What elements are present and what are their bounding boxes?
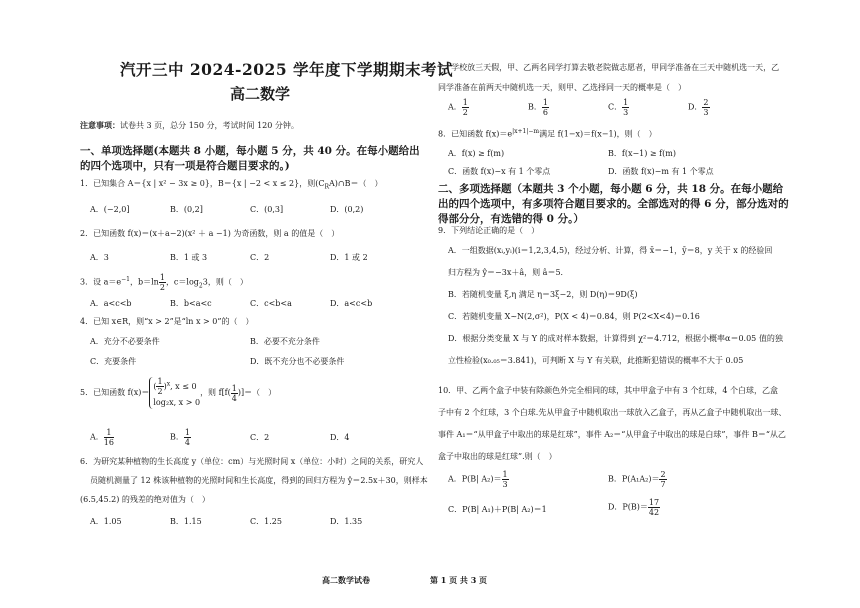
q9-options [448, 240, 783, 372]
q6-line-2: 员随机测量了 12 株该种植物的光照时间和生长高度，得到的回归方程为 ŷ＝2.5x＋30，则样本 [90, 476, 428, 485]
footer-subject: 高二数学试卷 [322, 575, 370, 585]
q5-option-b: B． $\frac{1}{4}$ [170, 428, 190, 447]
q7-b-label: B． [528, 102, 542, 112]
q3-option-b: B．b<a<c [170, 299, 212, 308]
q1-option-d: D．(0,2) [330, 205, 364, 214]
q1-stem-end: A)∩B＝（ ） [328, 179, 383, 188]
q8-option-c: C．函数 f(x)−x 有 1 个零点 [448, 167, 551, 176]
q2-option-a: A．3 [90, 253, 109, 262]
q6-option-b: B．1.15 [170, 517, 202, 526]
q7-option-d: D． $\frac{2}{3}$ [688, 98, 709, 117]
q7-option-c: C． $\frac{1}{3}$ [608, 98, 629, 117]
q9-option-c: C．若随机变量 X~N(2,σ²)，P(X < 4)＝0.84，则 P(2<X<4)＝0.16 [448, 312, 700, 321]
q5-piecewise: ( $\frac{1}{2}$ )$^x$, x ≤ 0 log₂x, x > 0 [149, 377, 200, 409]
question-9-stem: 9．下列结论正确的是（ ） [438, 226, 540, 235]
q2-option-c: C．2 [250, 253, 270, 262]
q4-option-b: B．必要不充分条件 [250, 337, 320, 346]
q10-b-label: B．P(A₁A₂)＝ [608, 474, 660, 484]
q8-stem-text: 8．已知函数 f(x)＝e [438, 129, 513, 139]
q10-option-a: A．P(B| A₂)＝ $\frac{1}{3}$ [448, 470, 508, 489]
q4-option-c: C．充要条件 [90, 357, 137, 366]
q6-line-1: 6．为研究某种植物的生长高度 y（单位：cm）与光照时间 x（单位：小时）之间的关系，研究人 [80, 457, 424, 466]
q5-option-c: C．2 [250, 433, 270, 442]
q9-option-d-line2: 立性检验(x₀.₀₅＝3.841)，可判断 X 与 Y 有关联，此推断犯错误的概率不大于 0.05 [448, 356, 744, 365]
q5-b-label: B． [170, 432, 184, 442]
q10-line-4: 盒子中取出的球是红球”.则（ ） [438, 452, 557, 461]
q10-line-1: 10．甲、乙两个盒子中装有除颜色外完全相同的球，其中甲盒子中有 3 个红球，4 个白球，乙盒 [438, 386, 778, 395]
notice [80, 120, 299, 131]
q7-line-1: 7．学校放三天假，甲、乙两名同学打算去敬老院做志愿者，甲同学准备在三天中随机选一天，乙 [438, 63, 780, 72]
question-3-stem: 3．设 $a=e^{-1}$，b＝ln $\frac{1}{2}$ ，$c=\log_23$，则（ ） [80, 273, 248, 293]
question-10-stem [438, 380, 786, 468]
q8-option-b: B．f(x−1) ≥ f(m) [608, 149, 676, 158]
q2-option-d: D．1 或 2 [330, 253, 368, 262]
q10-line-3: 事件 A₁＝“从甲盒子中取出的球是红球”，事件 A₂＝“从甲盒子中取出的球是白球”，事件 B＝“从乙 [438, 430, 786, 439]
q4-option-a: A．充分不必要条件 [90, 337, 160, 346]
q4-option-d: D．既不充分也不必要条件 [250, 357, 345, 366]
q10-option-c: C．P(B| A₁)＋P(B| A₂)＝1 [448, 505, 547, 514]
q10-a-label: A．P(B| A₂)＝ [448, 474, 502, 484]
section-multiple-choice: 二、多项选择题（本题共 3 个小题，每小题 6 分，共 18 分。在每小题给出的四个选项中，有多项符合题目要求的。全部选对的得 6 分，部分选对的得部分分，有选错的得 0 分。） [438, 183, 789, 225]
q7-c-label: C． [608, 102, 623, 112]
q1-stem-text: 1．已知集合 A＝{x | x² − 3x ≥ 0}，B＝{x | −2 < x ≤ 2}，则(C [80, 179, 325, 188]
q3-fraction: $\frac{1}{2}$ [159, 273, 165, 293]
q9-option-d-line1: D．根据分类变量 X 与 Y 的成对样本数据，计算得到 χ²＝4.712，根据小概率α＝0.05 值的独 [448, 334, 783, 343]
question-8-stem: 8．已知函数 $f(x)=e^{|x+1|-m}$满足 f(1−x)＝f(x−1)，则（ ） [438, 128, 657, 139]
q10-line-2: 子中有 2 个红球，3 个白球.先从甲盒子中随机取出一球放入乙盒子，再从乙盒子中随机取出一球、 [438, 408, 787, 417]
q7-option-a: A． $\frac{1}{2}$ [448, 98, 468, 117]
question-6-stem [80, 452, 428, 509]
q6-option-c: C．1.25 [250, 517, 282, 526]
q6-option-a: A．1.05 [90, 517, 122, 526]
q8-stem-end: 满足 f(1−x)＝f(x−1)，则（ ） [539, 129, 657, 139]
q6-line-3: (6.5,45.2) 的残差的绝对值为（ ） [80, 495, 210, 504]
footer-page-number: 第 1 页 共 3 页 [430, 575, 488, 585]
q5-fraction: $\frac{1}{4}$ [231, 383, 237, 403]
exam-subtitle: 高二数学 [230, 85, 291, 103]
q5-a-label: A． [90, 432, 104, 442]
q3-part-a: 3．设 a＝e [80, 277, 122, 287]
question-4-stem: 4．已知 x∈R，则“x > 2”是“ln x > 0”的（ ） [80, 317, 254, 326]
q7-option-b: B． $\frac{1}{6}$ [528, 98, 548, 117]
q9-option-a-line1: A．一组数据(xᵢ,yᵢ)(i＝1,2,3,4,5)，经过分析、计算，得 x̄＝−1，ȳ＝8，y 关于 x 的经验回 [448, 246, 773, 255]
q7-d-label: D． [688, 102, 703, 112]
q3-option-a: A．a<c<b [90, 299, 132, 308]
question-1-stem: 1．已知集合 A＝{x | x² − 3x ≥ 0}，B＝{x | −2 < x ≤ 2}，则$(C_RA)\cap B=$（ ） [80, 179, 383, 191]
q9-option-a-line2: 归方程为 ŷ＝−3x＋â，则 â＝5． [448, 268, 569, 277]
q5-stem-mid: ，则 f[f( [200, 388, 231, 398]
q5-stem-end: )]＝（ ） [237, 388, 277, 398]
q1-option-c: C．(0,3] [250, 205, 284, 214]
q6-option-d: D．1.35 [330, 517, 363, 526]
q8-option-d: D．函数 f(x)−m 有 1 个零点 [608, 167, 714, 176]
q9-option-b: B．若随机变量 ξ,η 满足 η＝3ξ−2，则 D(η)＝9D(ξ) [448, 290, 638, 299]
notice-text: 试卷共 3 页，总分 150 分，考试时间 120 分钟。 [120, 121, 299, 130]
q3-part-c: ，c＝log [165, 277, 199, 287]
q3-part-d: 3，则（ ） [202, 277, 248, 287]
q10-d-label: D．P(B)＝ [608, 502, 648, 512]
q5-option-a: A． $\frac{1}{16}$ [90, 428, 114, 447]
q10-option-d: D．P(B)＝ $\frac{17}{42}$ [608, 498, 660, 517]
q3-part-b: ，b＝ln [130, 277, 159, 287]
q5-piece-1: , x ≤ 0 [170, 381, 197, 391]
q1-option-a: A．(−2,0] [90, 205, 130, 214]
section-single-choice: 一、单项选择题(本题共 8 小题，每小题 5 分，共 40 分。在每小题给出的四个选项中，只有一项是符合题目要求的。) [80, 145, 420, 172]
q5-piece-2: log₂x, x > 0 [153, 398, 201, 408]
question-2-stem: 2．已知函数 f(x)＝(x＋a−2)(x² ＋ a −1) 为奇函数，则 a 的值是（ ） [80, 229, 340, 238]
q5-stem-text: 5．已知函数 f(x)＝ [80, 388, 150, 398]
q3-option-c: C．c<b<a [250, 299, 292, 308]
q3-option-d: D．a<c<b [330, 299, 373, 308]
exam-title: 汽开三中 2024-2025 学年度下学期期末考试 [120, 60, 454, 79]
notice-label: 注意事项： [80, 120, 120, 130]
q8-option-a: A．f(x) ≥ f(m) [448, 149, 505, 158]
q2-option-b: B．1 或 3 [170, 253, 208, 262]
q1-option-b: B．(0,2] [170, 205, 203, 214]
q7-a-label: A． [448, 102, 462, 112]
q7-line-2: 同学准备在前两天中随机选一天，则甲、乙选择同一天的概率是（ ） [438, 83, 686, 92]
q10-option-b: B．P(A₁A₂)＝ $\frac{2}{7}$ [608, 470, 666, 489]
q5-option-d: D．4 [330, 433, 350, 442]
question-5-stem [80, 377, 276, 409]
question-7-stem [438, 58, 779, 98]
